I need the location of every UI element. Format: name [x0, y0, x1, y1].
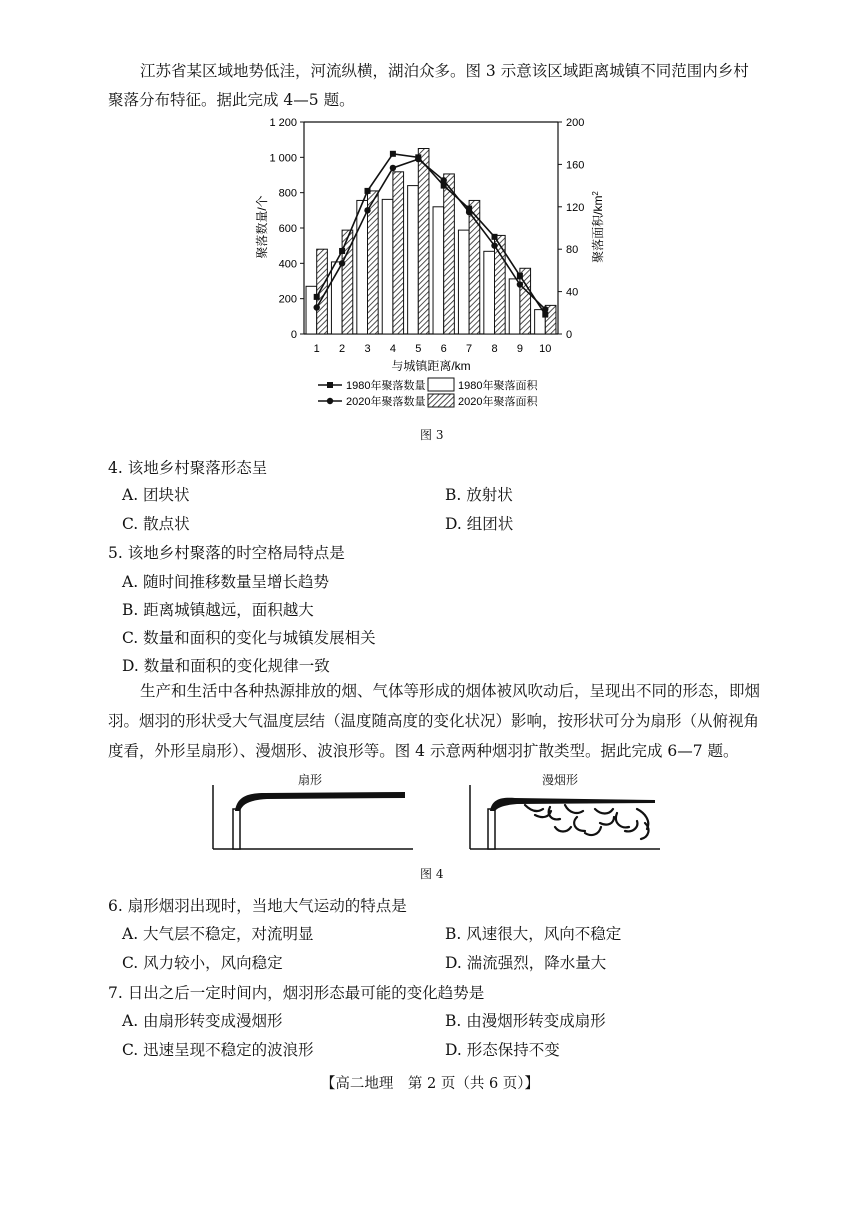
fumigation-plume-diagram	[470, 785, 660, 849]
legend-swatch-1980-area	[428, 378, 454, 391]
x-tick-label: 3	[364, 343, 371, 355]
q5-stem: 5. 该地乡村聚落的时空格局特点是	[108, 544, 345, 562]
point-1980-count	[365, 188, 371, 194]
x-tick-label: 5	[415, 343, 422, 355]
legend-label-2020-count: 2020年聚落数量	[346, 396, 426, 408]
intro2-line3: 度看，外形呈扇形）、漫烟形、波浪形等。图 4 示意两种烟羽扩散类型。据此完成 6—7 题。	[108, 742, 739, 760]
y2-tick-label: 160	[566, 159, 585, 172]
point-2020-count	[314, 304, 320, 310]
figure-4-diagram	[205, 783, 665, 855]
fan-plume-label: 扇形	[298, 773, 323, 787]
q4-option-d[interactable]: D. 组团状	[445, 515, 514, 533]
point-1980-count	[339, 248, 345, 254]
q4-option-c[interactable]: C. 散点状	[122, 515, 190, 533]
y2-tick-label: 40	[566, 286, 579, 299]
point-2020-count	[390, 165, 396, 171]
bar-2020-area	[393, 172, 404, 334]
q6-option-d[interactable]: D. 湍流强烈，降水量大	[445, 954, 607, 972]
intro2-line1: 生产和生活中各种热源排放的烟、气体等形成的烟体被风吹动后，呈现出不同的形态，即烟	[140, 682, 761, 700]
q6-option-a[interactable]: A. 大气层不稳定，对流明显	[122, 925, 314, 943]
y2-tick-label: 80	[566, 244, 579, 257]
y-axis-label: 聚落数量/个	[255, 195, 269, 259]
x-tick-label: 8	[491, 343, 498, 355]
point-1980-count	[492, 234, 498, 240]
bar-1980-area	[408, 186, 419, 334]
y-tick-label: 600	[278, 223, 297, 235]
page-footer: 【高二地理 第 2 页（共 6 页）】	[320, 1076, 540, 1092]
y2-axis-label: 聚落面积$/km^2$	[590, 191, 605, 263]
q7-option-c[interactable]: C. 迅速呈现不稳定的波浪形	[122, 1041, 314, 1059]
legend-swatch-2020-area	[428, 394, 454, 407]
point-2020-count	[415, 156, 421, 162]
y-tick-label: 0	[290, 329, 297, 341]
legend-marker-2020	[327, 398, 333, 404]
q7-option-b[interactable]: B. 由漫烟形转变成扇形	[445, 1012, 606, 1030]
x-tick-label: 4	[389, 343, 396, 355]
fan-plume-diagram	[213, 785, 413, 849]
y2-tick-label: 120	[566, 201, 585, 214]
q5-option-a[interactable]: A. 随时间推移数量呈增长趋势	[122, 573, 330, 591]
y-tick-label: 400	[278, 258, 297, 271]
q7-stem: 7. 日出之后一定时间内，烟羽形态最可能的变化趋势是	[108, 984, 485, 1002]
fumigation-plume-label: 漫烟形	[542, 773, 579, 787]
legend-label-2020-area: 2020年聚落面积	[458, 396, 538, 408]
y-tick-label: 1 200	[269, 117, 297, 129]
legend-marker-1980	[327, 382, 333, 388]
y-tick-label: 200	[278, 293, 297, 306]
bar-2020-area	[418, 149, 429, 335]
y-tick-label: 800	[278, 187, 297, 200]
intro2-line2: 羽。烟羽的形状受大气温度层结（温度随高度的变化状况）影响，按形状可分为扇形（从俯视角	[108, 712, 760, 730]
x-tick-label: 10	[539, 343, 552, 355]
legend-label-1980-area: 1980年聚落面积	[458, 380, 538, 392]
y-tick-label: 1 000	[269, 152, 297, 165]
bar-1980-area	[458, 230, 469, 334]
figure-3-caption: 图 3	[420, 428, 444, 442]
bar-2020-area	[444, 174, 455, 334]
point-2020-count	[441, 177, 447, 183]
point-1980-count	[390, 151, 396, 157]
point-2020-count	[466, 209, 472, 215]
bar-1980-area	[484, 251, 495, 334]
figure-4-caption: 图 4	[420, 867, 444, 881]
x-tick-label: 6	[440, 343, 447, 355]
point-1980-count	[517, 273, 523, 279]
intro1-line1: 江苏省某区域地势低洼，河流纵横，湖泊众多。图 3 示意该区域距离城镇不同范围内乡村	[140, 62, 749, 80]
x-tick-label: 1	[313, 343, 320, 355]
q5-option-c[interactable]: C. 数量和面积的变化与城镇发展相关	[122, 629, 376, 647]
point-2020-count	[339, 260, 345, 266]
intro1-line2: 聚落分布特征。据此完成 4—5 题。	[108, 91, 355, 109]
y2-tick-label: 0	[566, 329, 573, 341]
q7-option-a[interactable]: A. 由扇形转变成漫烟形	[122, 1012, 283, 1030]
chart-legend	[318, 378, 538, 408]
point-2020-count	[517, 281, 523, 287]
q5-option-d[interactable]: D. 数量和面积的变化规律一致	[122, 657, 330, 675]
q6-option-c[interactable]: C. 风力较小，风向稳定	[122, 954, 283, 972]
bar-1980-area	[382, 199, 393, 334]
q7-option-d[interactable]: D. 形态保持不变	[445, 1041, 560, 1059]
y2-tick-label: 200	[566, 117, 585, 129]
q6-option-b[interactable]: B. 风速很大，风向不稳定	[445, 925, 622, 943]
bar-1980-area	[433, 207, 444, 334]
point-2020-count	[542, 306, 548, 312]
x-tick-label: 7	[466, 343, 473, 355]
q4-stem: 4. 该地乡村聚落形态呈	[108, 459, 268, 477]
q4-option-a[interactable]: A. 团块状	[122, 486, 190, 504]
q6-stem: 6. 扇形烟羽出现时，当地大气运动的特点是	[108, 897, 407, 915]
x-axis-label: 与城镇距离/km	[391, 359, 471, 373]
point-2020-count	[364, 207, 370, 213]
figure-3-chart	[240, 112, 610, 422]
q5-option-b[interactable]: B. 距离城镇越远，面积越大	[122, 601, 314, 619]
x-tick-label: 9	[516, 343, 523, 355]
q4-option-b[interactable]: B. 放射状	[445, 486, 513, 504]
point-2020-count	[491, 242, 497, 248]
x-tick-label: 2	[339, 343, 346, 355]
legend-label-1980-count: 1980年聚落数量	[346, 380, 426, 392]
point-1980-count	[314, 294, 320, 300]
